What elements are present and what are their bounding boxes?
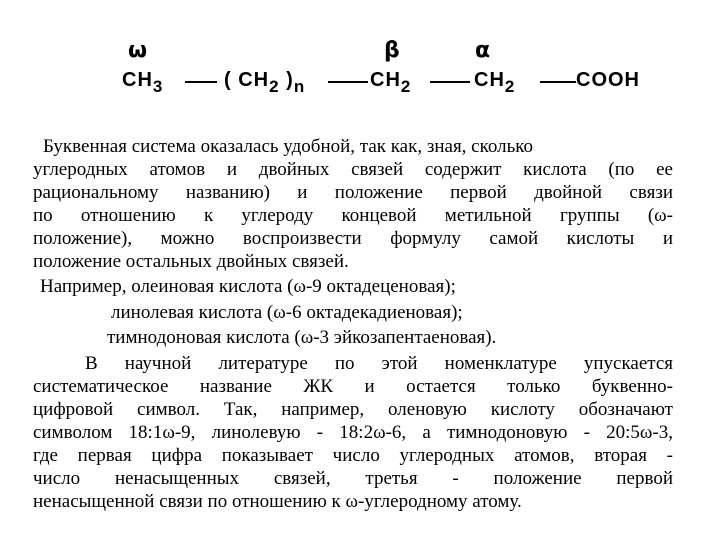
text-line: углеродных атомов и двойных связей содержит кислота (по ее	[33, 159, 673, 180]
ch3-group: $CH_3$	[122, 69, 164, 96]
cooh-group: COOH	[576, 69, 640, 91]
ch2n-group: ( $CH_2$ )$_n$	[224, 69, 306, 96]
bond-line	[540, 81, 576, 83]
text-line: по отношению к углероду концевой метильной группы (ω-	[33, 205, 673, 226]
text-line: линолевая кислота (ω-6 октадекадиеновая);	[111, 302, 463, 323]
omega-label: ω	[128, 38, 148, 63]
ch2-alpha-group: $CH_2$	[474, 69, 516, 96]
bond-line	[430, 81, 470, 83]
text-line: Буквенная система оказалась удобной, так как, зная, сколько	[43, 136, 534, 157]
bond-line	[328, 81, 368, 83]
beta-label: β	[384, 38, 400, 63]
text-line: символом 18:1ω-9, линолевую - 18:2ω-6, а тимнодоновую - 20:5ω-3,	[33, 422, 673, 443]
text-line: число ненасыщенных связей, третья - положение первой	[33, 468, 673, 489]
text-line: систематическое название ЖК и остается только буквенно-	[33, 376, 673, 397]
alpha-label: α	[475, 38, 491, 63]
text-line: цифровой символ. Так, например, оленовую кислоту обозначают	[33, 399, 673, 420]
text-line: тимнодоновая кислота (ω-3 эйкозапентаеновая).	[107, 327, 497, 348]
text-line: положение остальных двойных связей.	[33, 251, 349, 272]
bond-line	[185, 81, 217, 83]
text-line: положение), можно воспроизвести формулу самой кислоты и	[33, 228, 673, 249]
text-line: В научной литературе по этой номенклатуре упускается	[85, 353, 673, 374]
ch2-beta-group: $CH_2$	[370, 69, 412, 96]
text-line: рациональному названию) и положение первой двойной связи	[33, 182, 673, 203]
text-line: где первая цифра показывает число углеродных атомов, вторая -	[33, 445, 673, 466]
fatty-acid-formula	[0, 0, 720, 130]
text-line: Например, олеиновая кислота (ω-9 октадеценовая);	[40, 276, 456, 297]
text-line: ненасыщенной связи по отношению к ω-углеродному атому.	[33, 491, 522, 512]
